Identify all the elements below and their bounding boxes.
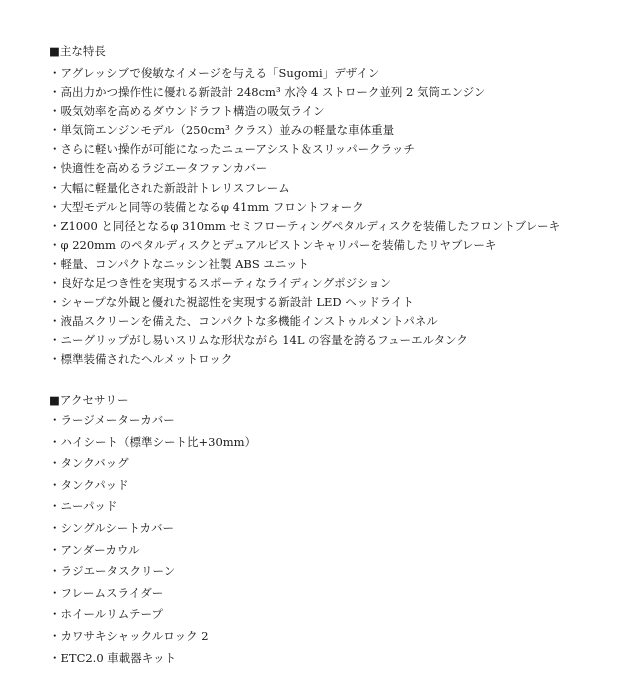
feature-item: ・軽量、コンパクトなニッシン社製 ABS ユニット [49,256,309,271]
feature-item: ・大型モデルと同等の装備となるφ 41mm フロントフォーク [49,199,364,214]
accessory-item: ・シングルシートカバー [49,520,175,535]
accessories-heading: ■アクセサリー [49,393,129,407]
feature-item: ・高出力かつ操作性に優れる新設計 248cm³ 水冷 4 ストローク並列 2 気筒エンジン [49,85,486,100]
feature-item: ・大幅に軽量化された新設計トレリスフレーム [49,180,290,195]
accessory-item: ・タンクバッグ [49,456,129,471]
accessory-item: ・タンクパッド [49,477,129,492]
feature-item: ・吸気効率を高めるダウンドラフト構造の吸気ライン [49,104,325,119]
feature-item: ・快適性を高めるラジエータファンカバー [49,161,268,176]
feature-item: ・シャープな外観と優れた視認性を実現する新設計 LED ヘッドライト [49,295,414,310]
feature-item: ・単気筒エンジンモデル（250cm³ クラス）並みの軽量な車体重量 [49,123,395,138]
feature-item: ・φ 220mm のペタルディスクとデュアルピストンキャリパーを装備したリヤブレーキ [49,237,497,252]
accessory-item: ・ラージメーターカバー [49,413,175,427]
feature-item: ・標準装備されたヘルメットロック [49,352,233,367]
features-list [49,64,560,370]
feature-item: ・アグレッシブで俊敏なイメージを与える「Sugomi」デザイン [49,66,380,80]
accessory-item: ・ハイシート（標準シート比+30mm） [49,434,257,449]
feature-item: ・良好な足つき性を実現するスポーティなライディングポジション [49,276,392,291]
feature-item: ・ニーグリップがし易いスリムな形状ながら 14L の容量を誇るフューエルタンク [49,333,468,348]
accessory-item: ・ETC2.0 車載器キット [49,650,177,665]
accessory-item: ・ニーパッド [49,499,118,514]
accessory-item: ・ラジエータスクリーン [49,564,176,579]
feature-item: ・液晶スクリーンを備えた、コンパクトな多機能インストゥルメントパネル [49,314,438,329]
accessory-item: ・カワサキシャックルロック 2 [49,628,209,643]
features-heading: ■主な特長 [49,44,106,58]
feature-item: ・Z1000 と同径となるφ 310mm セミフローティングペタルディスクを装備したフロントブレーキ [49,218,561,233]
feature-item: ・さらに軽い操作が可能になったニューアシスト＆スリッパークラッチ [49,142,415,157]
accessory-item: ・フレームスライダー [49,585,164,600]
accessory-item: ・アンダーカウル [49,542,140,557]
accessory-item: ・ホイールリムテープ [49,607,163,622]
accessories-list [49,410,256,669]
